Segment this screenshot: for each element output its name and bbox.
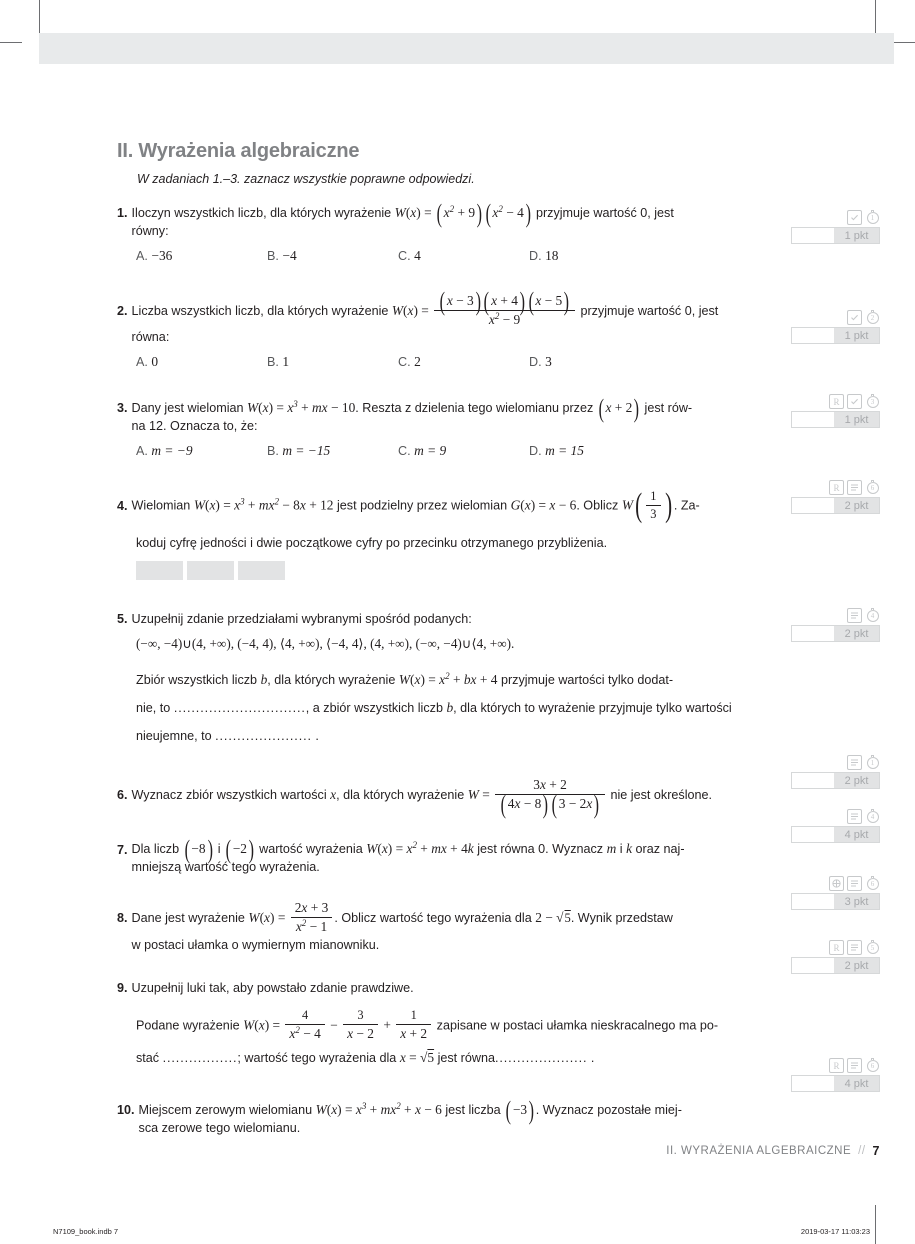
print-timestamp: 2019-03-17 11:03:23 (800, 1227, 870, 1236)
interval-choices: (−∞, −4)∪(4, +∞), (−4, 4), ⟨4, +∞), ⟨−4, 4⟩, (4, +∞), (−∞, −4)∪⟨4, +∞). (136, 635, 515, 651)
exercise-text: Liczba wszystkich liczb, dla których wyrażenie W(x) = $\frac{( x - 3) ( x + 4) ( x - 5)}{x^2 - 9}$ przyjmuje wartość 0, jest równa: (131, 287, 719, 345)
exercise-number: 1. (117, 206, 128, 221)
score-box (791, 772, 880, 789)
answer-options (136, 248, 762, 264)
badge-icons (791, 876, 880, 891)
fraction: $\frac{3}{x - 2}$ (343, 1008, 378, 1042)
header-banner (39, 33, 894, 64)
points-label: 2 pkt (834, 498, 879, 513)
lines-icon (847, 608, 862, 623)
score-badge-3 (791, 394, 880, 428)
check-icon (847, 310, 862, 325)
exercise-text: Dla liczb ( −8) i ( −2) wartość wyrażenia $W(x) = x^2$ + mx + 4k jest równa 0. Wyznacz m i k oraz naj- mniejszą wartość tego wyrażenia. (131, 835, 685, 875)
score-box (791, 625, 880, 642)
exercise-text: Dane jest wyrażenie W(x) = $\frac{2x + 3}{x^2 - 1}$ . Oblicz wartość tego wyrażenia dla 2 − √5. Wynik przedstaw w postaci ułamka o wymiernym mianowniku. (131, 900, 673, 952)
check-icon (847, 210, 862, 225)
score-input[interactable] (792, 958, 834, 973)
fraction: $\frac{2x + 3}{x^2 - 1}$ (291, 900, 333, 935)
score-badge-5 (791, 608, 880, 642)
fraction: $\frac{1}{3}$ (646, 489, 660, 522)
fraction: $\frac{( x - 3) ( x + 4) ( x - 5)}{x^2 - 9}$ (434, 293, 575, 328)
r-icon: R (829, 480, 844, 495)
timer-icon: 6 (865, 480, 880, 495)
option-b[interactable]: B. −4 (267, 247, 297, 263)
option-c[interactable]: C. 4 (398, 247, 421, 263)
exercise-1 (117, 198, 762, 264)
score-badge-4 (791, 480, 880, 514)
score-input[interactable] (792, 773, 834, 788)
fraction: $\frac{3x + 2}{( 4x - 8) ( 3 - 2x)}$ (495, 777, 605, 812)
points-label: 1 pkt (834, 412, 879, 427)
footer-chapter: II. WYRAŻENIA ALGEBRAICZNE (666, 1145, 852, 1157)
answer-code-boxes (136, 561, 762, 580)
crop-mark-left (0, 42, 22, 43)
exercise-text: Wielomian $W(x) = x^3 + mx^2 - 8x + 12$ jest podzielny przez wielomian G(x) = x − 6. Oblicz W( $\frac{1}{3}$ ) . Za- (131, 487, 700, 525)
exercise-3 (117, 393, 762, 459)
exercise-text: Miejscem zerowym wielomianu $W(x) = x^3 + mx^2 + x - 6$ jest liczba ( −3) . Wyznacz pozostałe miej- sca zerowe tego wielomianu. (138, 1096, 682, 1136)
score-box (791, 411, 880, 428)
option-d[interactable]: D. 3 (529, 354, 552, 370)
code-box[interactable] (238, 561, 285, 580)
footer-separator: // (858, 1145, 866, 1157)
score-input[interactable] (792, 498, 834, 513)
score-box (791, 957, 880, 974)
exercise-text: Uzupełnij zdanie przedziałami wybranymi spośród podanych: (131, 611, 472, 626)
exercise-7 (117, 835, 762, 877)
score-input[interactable] (792, 412, 834, 427)
blank-field[interactable]: ..................... (494, 1051, 588, 1066)
timer-icon: 3 (865, 394, 880, 409)
lines-icon (847, 755, 862, 770)
code-box[interactable] (187, 561, 234, 580)
timer-icon: 4 (865, 608, 880, 623)
lines-icon (847, 876, 862, 891)
timer-icon: 1 (865, 210, 880, 225)
fraction: $\frac{1}{x + 2}$ (396, 1008, 431, 1042)
badge-icons (791, 310, 880, 325)
exercise-number: 5. (117, 611, 128, 626)
points-label: 4 pkt (834, 827, 879, 842)
blank-field[interactable]: .............................. (173, 701, 306, 716)
page-title: II. Wyrażenia algebraiczne (117, 140, 360, 162)
r-icon: R (829, 940, 844, 955)
lines-icon (847, 480, 862, 495)
instruction-text: W zadaniach 1.–3. zaznacz wszystkie poprawne odpowiedzi. (137, 172, 475, 186)
score-box (791, 497, 880, 514)
exercise-list (117, 198, 762, 1138)
exercise-text: Iloczyn wszystkich liczb, dla których wyrażenie W(x) = ( $x^2 + 9$) ( $x^2 - 4$) przyjmuje wartość 0, jest równy: (131, 198, 674, 239)
option-c[interactable]: C. 2 (398, 354, 421, 370)
lines-icon (847, 940, 862, 955)
lines-icon (847, 1058, 862, 1073)
option-a[interactable]: A. m = −9 (136, 443, 193, 459)
score-input[interactable] (792, 228, 834, 243)
formula: W (394, 205, 406, 221)
timer-icon: 5 (865, 940, 880, 955)
points-label: 2 pkt (834, 773, 879, 788)
badge-icons (791, 1058, 880, 1073)
score-box (791, 1075, 880, 1092)
score-badge-9 (791, 940, 880, 974)
print-filename: N7109_book.indb 7 (53, 1227, 119, 1236)
exercise-number: 8. (117, 911, 128, 926)
points-label: 3 pkt (834, 894, 879, 909)
exercise-10 (117, 1096, 762, 1138)
exercise-number: 2. (117, 303, 128, 318)
exercise-text-line2: koduj cyfrę jedności i dwie początkowe cyfry po przecinku otrzymanego przybliżenia. (136, 535, 608, 550)
score-input[interactable] (792, 626, 834, 641)
exercise-8 (117, 901, 762, 954)
badge-icons (791, 940, 880, 955)
option-d[interactable]: D. 18 (529, 247, 559, 263)
score-box (791, 327, 880, 344)
page-footer (666, 1144, 880, 1158)
score-input[interactable] (792, 328, 834, 343)
badge-icons (791, 394, 880, 409)
code-box[interactable] (136, 561, 183, 580)
lines-icon (847, 809, 862, 824)
score-box (791, 826, 880, 843)
badge-icons (791, 608, 880, 623)
r-icon: R (829, 394, 844, 409)
check-icon (847, 394, 862, 409)
option-a[interactable]: A. −36 (136, 247, 173, 263)
fraction: $\frac{4}{x^2 - 4}$ (285, 1008, 324, 1042)
score-badge-2 (791, 310, 880, 344)
points-label: 4 pkt (834, 1076, 879, 1091)
score-box (791, 893, 880, 910)
timer-icon: 6 (865, 876, 880, 891)
exercise-number: 4. (117, 498, 128, 513)
exercise-6 (117, 777, 762, 820)
globe-icon (829, 876, 844, 891)
blank-field[interactable]: ...................... (215, 729, 312, 744)
page-number: 7 (872, 1144, 880, 1158)
score-badge-1 (791, 210, 880, 244)
exercise-number: 3. (117, 401, 128, 416)
score-input[interactable] (792, 827, 834, 842)
timer-icon: 4 (865, 809, 880, 824)
option-b[interactable]: B. 1 (267, 354, 290, 370)
score-input[interactable] (792, 894, 834, 909)
points-label: 2 pkt (834, 626, 879, 641)
score-badge-10 (791, 1058, 880, 1092)
crop-mark-right (893, 42, 915, 43)
badge-icons (791, 809, 880, 824)
crop-mark-bottom-right (875, 1205, 876, 1244)
timer-icon: 1 (865, 755, 880, 770)
option-d[interactable]: D. m = 15 (529, 443, 584, 459)
score-input[interactable] (792, 1076, 834, 1091)
blank-field[interactable]: ................. (162, 1051, 238, 1066)
points-label: 2 pkt (834, 958, 879, 973)
fill-in-sentence: Podane wyrażenie W(x) = $\frac{4}{x^2 - 4}$ − $\frac{3}{x - 2}$ + $\frac{1}{x + 2}$ zapisane w postaci ułamka nieskracalnego ma po- stać .................; wartość tego wyrażenia dla x = √5 jest równa..................... . (136, 1008, 719, 1066)
exercise-text: Uzupełnij luki tak, aby powstało zdanie prawdziwe. (131, 980, 414, 995)
score-box (791, 227, 880, 244)
exercise-number: 7. (117, 842, 128, 857)
exercise-text: Dany jest wielomian $W(x) = x^3$ + mx − 10. Reszta z dzielenia tego wielomianu przez ( x + 2) jest rów- na 12. Oznacza to, że: (131, 393, 693, 434)
exercise-5 (117, 611, 762, 751)
badge-icons (791, 480, 880, 495)
exercise-number: 10. (117, 1103, 135, 1118)
score-badge-6 (791, 755, 880, 789)
exercise-text: Wyznacz zbiór wszystkich wartości x, dla których wyrażenie W = $\frac{3x + 2}{( 4x - 8) ( 3 - 2x)}$ nie jest określone. (131, 777, 713, 820)
score-badge-7 (791, 809, 880, 843)
option-a[interactable]: A. 0 (136, 354, 159, 370)
fill-in-sentence: Zbiór wszystkich liczb b, dla których wyrażenie $W(x) = x^2$ + bx + 4 przyjmuje wartości tylko dodat- nie, to .............................., a zbiór wszystkich liczb b, dla których to wyrażenie przyjmuje tylko wartości nieujemne, to ...................... . (136, 670, 732, 744)
badge-icons (791, 755, 880, 770)
r-icon: R (829, 1058, 844, 1073)
exercise-2 (117, 287, 762, 370)
exercise-4 (117, 487, 762, 580)
score-badge-8 (791, 876, 880, 910)
timer-icon: 6 (865, 1058, 880, 1073)
exercise-number: 6. (117, 788, 128, 803)
badge-icons (791, 210, 880, 225)
points-label: 1 pkt (834, 228, 879, 243)
exercise-number: 9. (117, 980, 128, 995)
option-c[interactable]: C. m = 9 (398, 443, 447, 459)
exercise-9 (117, 980, 762, 1075)
answer-options (136, 443, 762, 459)
option-b[interactable]: B. m = −15 (267, 443, 331, 459)
timer-icon: 2 (865, 310, 880, 325)
points-label: 1 pkt (834, 328, 879, 343)
answer-options (136, 354, 762, 370)
